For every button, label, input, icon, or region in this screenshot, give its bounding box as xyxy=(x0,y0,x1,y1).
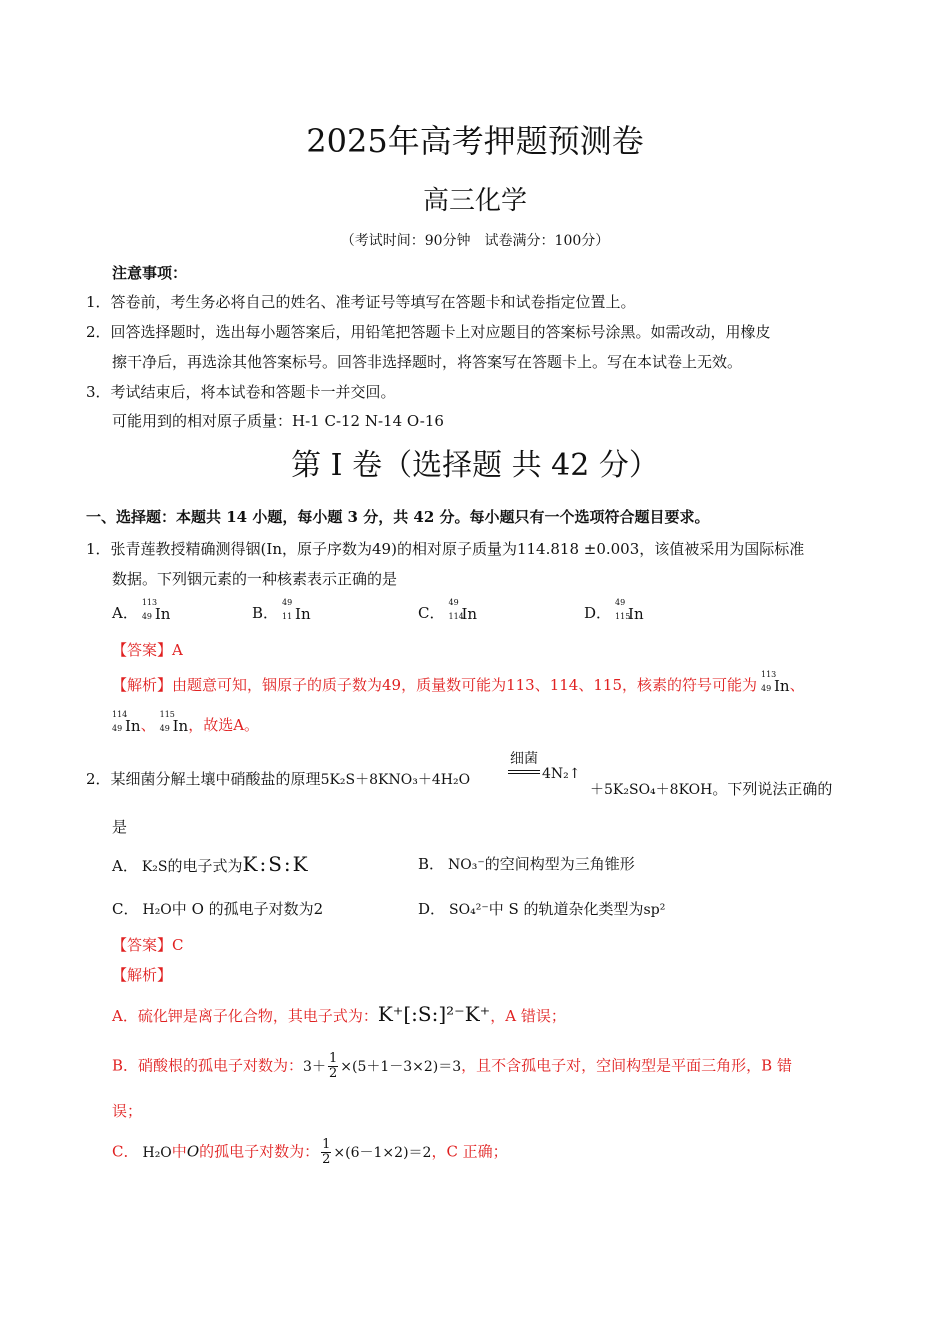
page-subtitle: 高三化学 xyxy=(422,186,527,216)
q1-analysis-cont: 114 49 In、 115 49 In，故选A。 xyxy=(112,710,260,735)
q2-equation-right-1: 4N₂↑ xyxy=(542,766,581,782)
q2-explain-c: C． H₂O中O的孤电子对数为： $\frac{1}{2}$ ×(6－1×2)＝2，C 正确； xyxy=(112,1137,508,1167)
page-title: 2025年高考押题预测卷 xyxy=(306,122,644,160)
q2-explain-a: A．硫化钾是离子化合物，其电子式为：K⁺[:S:]²⁻K⁺，A 错误； xyxy=(112,1002,566,1026)
q2-stem-cont: 是 xyxy=(112,818,128,836)
notice-heading: 注意事项： xyxy=(112,264,188,282)
q2-option-a[interactable]: A． K₂S的电子式为K:S:K xyxy=(112,852,310,876)
q2-analysis-head: 【解析】 xyxy=(112,966,173,984)
section-heading: 第 I 卷（选择题 共 42 分） xyxy=(291,448,659,483)
q1-option-d[interactable]: D． 49 115 In xyxy=(584,598,644,623)
k2s-electron-dot: K:S:K xyxy=(242,852,310,876)
q1-option-b[interactable]: B． 49 11 In xyxy=(252,598,311,623)
q2-option-c[interactable]: C． H₂O中 O 的孤电子对数为2 xyxy=(112,900,324,918)
part-label: 一、选择题：本题共 14 小题，每小题 3 分，共 42 分。每小题只有一个选项符合题目要求。 xyxy=(86,508,710,526)
q2-option-b[interactable]: B． NO₃⁻的空间构型为三角锥形 xyxy=(418,855,635,873)
q2-stem: 2．某细菌分解土壤中硝酸盐的原理5K₂S＋8KNO₃＋4H₂O xyxy=(86,770,471,788)
q1-analysis: 【解析】由题意可知，铟原子的质子数为49，质量数可能为113、114、115，核素的符号可能为 113 49 In、 xyxy=(112,670,805,695)
q2-explain-b: B．硝酸根的孤电子对数为：3＋ $\frac{1}{2}$ ×(5＋1－3×2)＝3，且不含孤电子对，空间构型是平面三角形，B 错 xyxy=(112,1051,792,1081)
k2s-ionic-dot: K⁺[:S:]²⁻K⁺ xyxy=(377,1002,491,1026)
q1-stem-cont: 数据。下列铟元素的一种核素表示正确的是 xyxy=(112,570,398,588)
q2-option-d[interactable]: D． SO₄²⁻中 S 的轨道杂化类型为sp² xyxy=(418,900,666,918)
q1-stem: 1．张青莲教授精确测得铟(In，原子序数为49)的相对原子质量为114.818 ±0.003，该值被采用为国际标准 xyxy=(86,540,805,558)
q2-equation-right-2: ＋5K₂SO₄＋8KOH。下列说法正确的 xyxy=(590,780,833,798)
q1-answer: 【答案】A xyxy=(112,641,183,659)
q2-explain-b-cont: 误； xyxy=(112,1102,143,1120)
atomic-masses: 可能用到的相对原子质量：H-1 C-12 N-14 O-16 xyxy=(112,412,444,430)
notice-item-2: 2．回答选择题时，选出每小题答案后，用铅笔把答题卡上对应题目的答案标号涂黑。如需改动，用橡皮 xyxy=(86,323,771,341)
notice-item-2-cont: 擦干净后，再选涂其他答案标号。回答非选择题时，将答案写在答题卡上。写在本试卷上无效。 xyxy=(112,353,743,371)
q2-answer: 【答案】C xyxy=(112,936,184,954)
q1-option-c[interactable]: C． 49 114 In xyxy=(418,598,478,623)
exam-info: （考试时间：90分钟 试卷满分：100分） xyxy=(340,233,610,249)
q1-option-a[interactable]: A． 113 49 In xyxy=(112,598,171,623)
notice-item-3: 3．考试结束后，将本试卷和答题卡一并交回。 xyxy=(86,383,396,401)
notice-item-1: 1．答卷前，考生务必将自己的姓名、准考证号等填写在答题卡和试卷指定位置上。 xyxy=(86,293,636,311)
q2-equation-condition: 细菌 xyxy=(508,748,540,774)
